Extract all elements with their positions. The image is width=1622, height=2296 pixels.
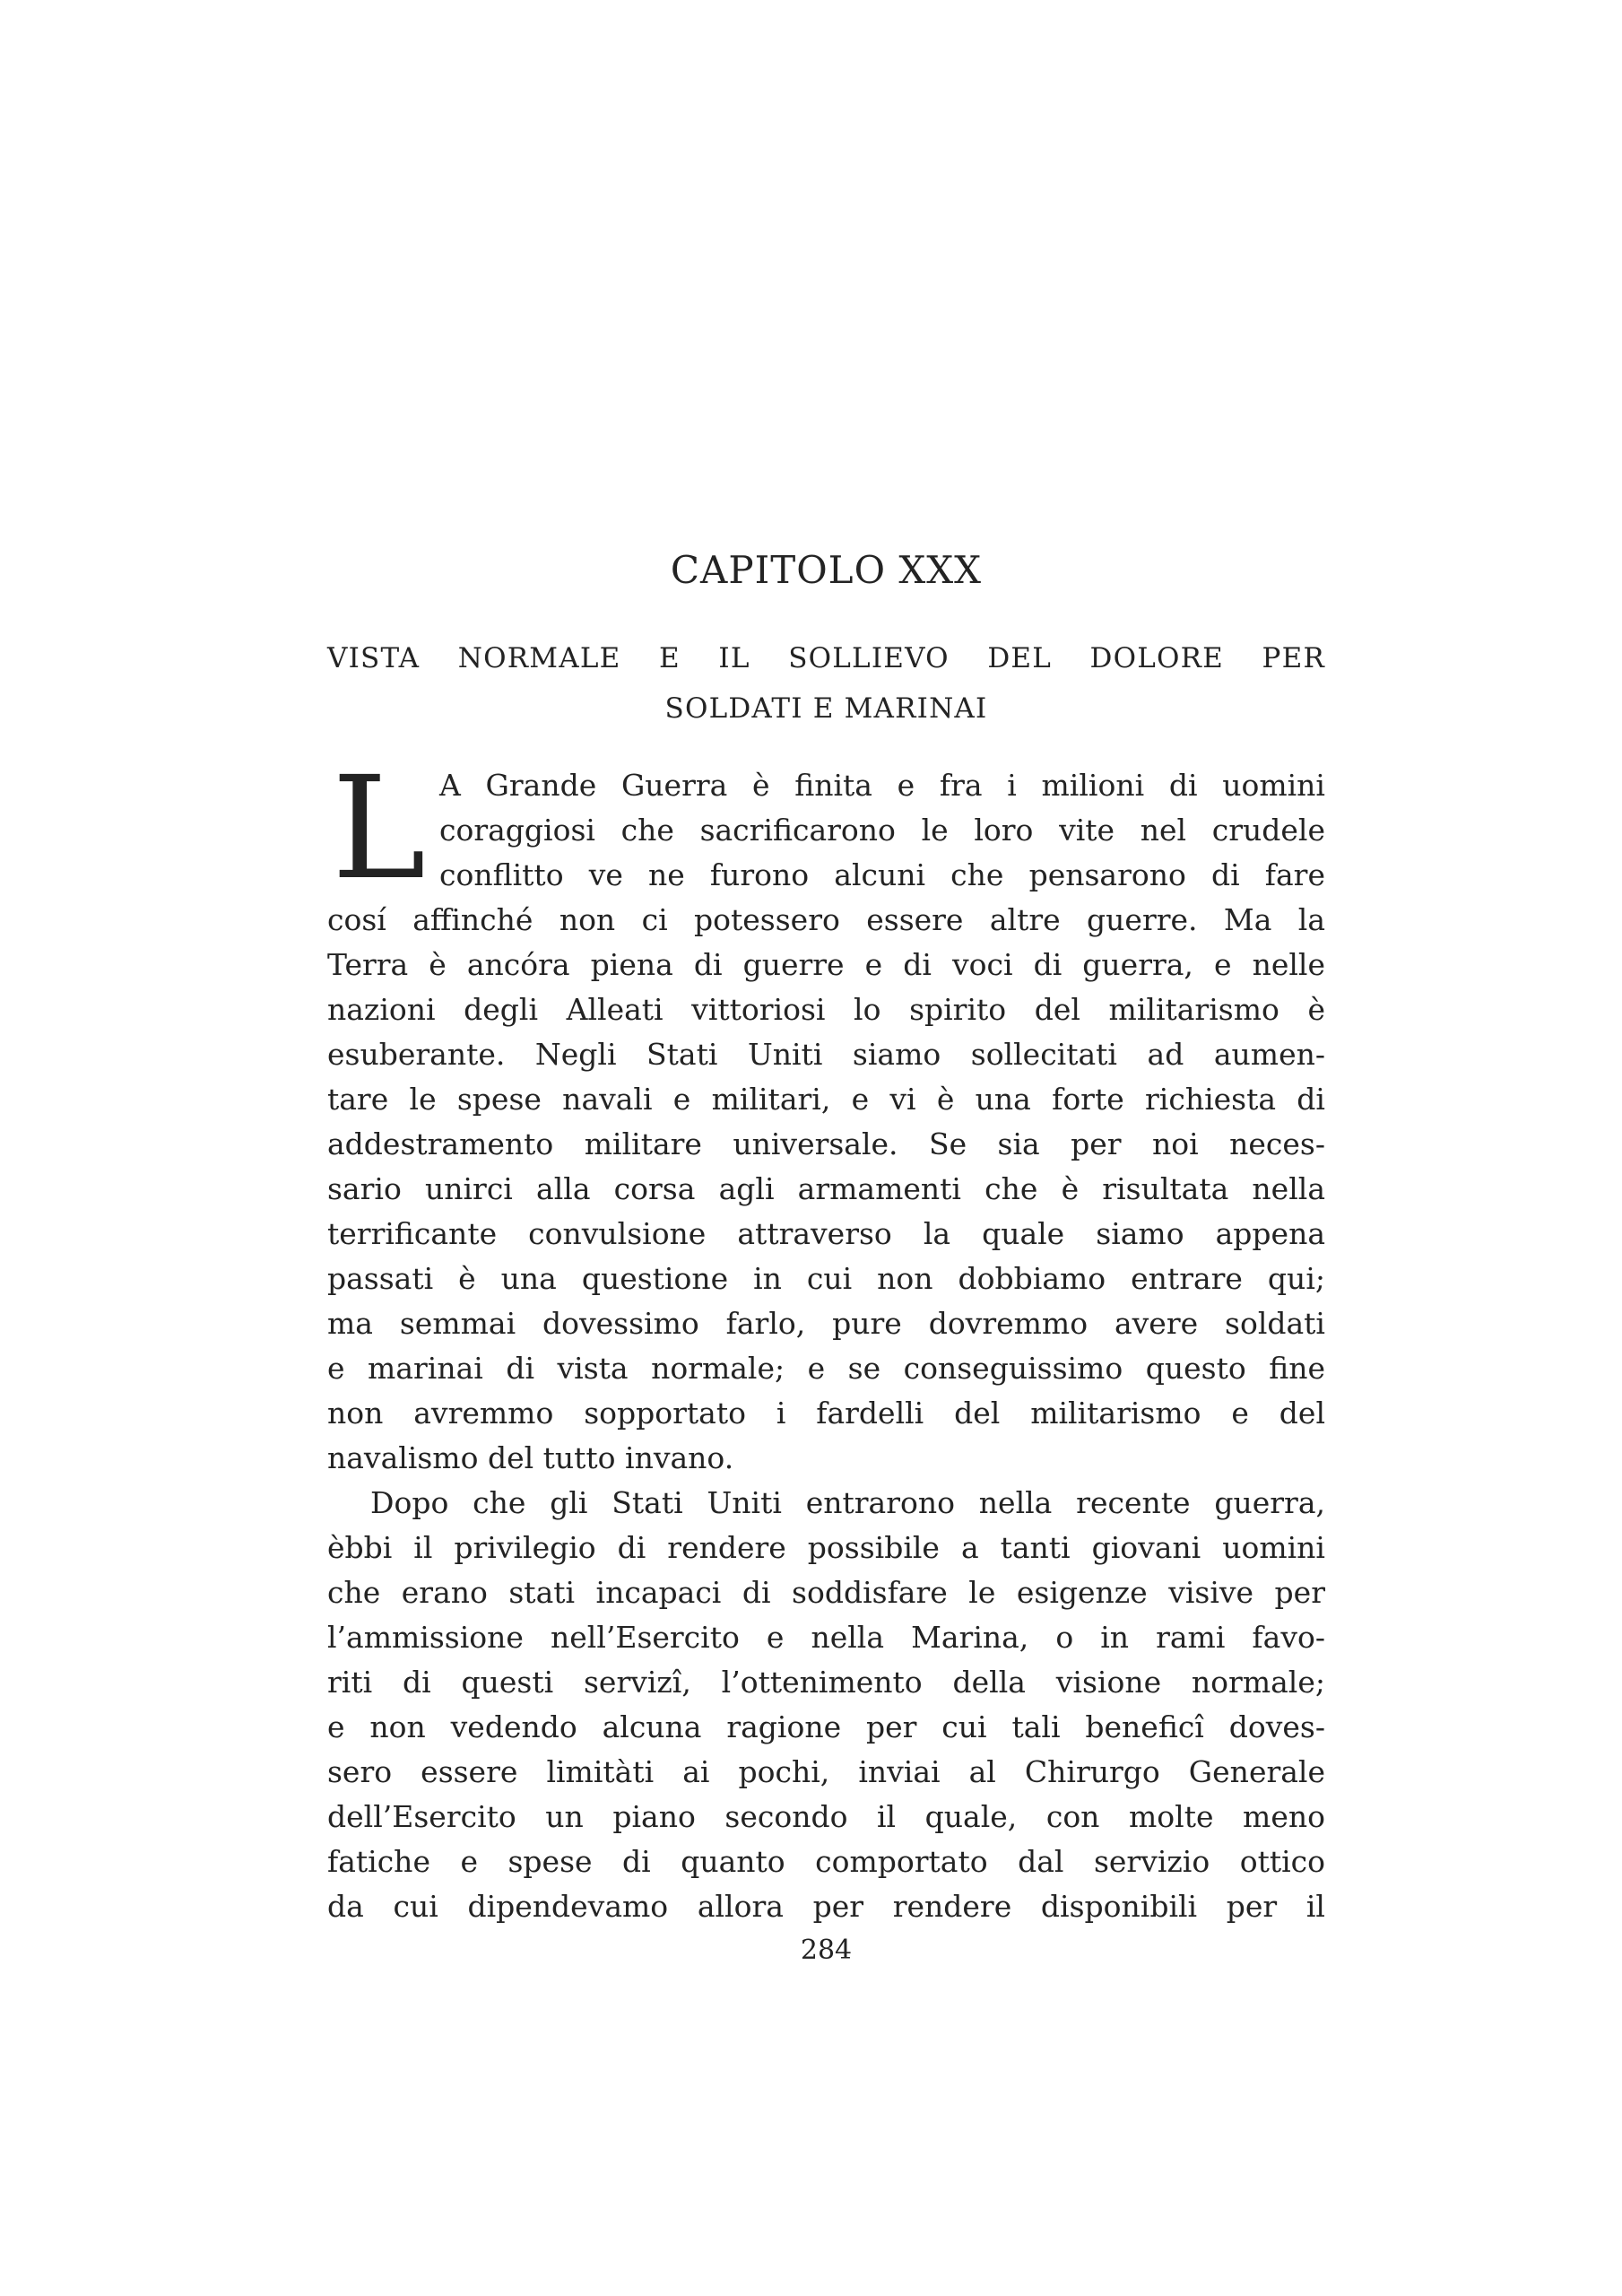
text-line: addestramento militare universale. Se sia per noi neces- [327, 1126, 1325, 1161]
text-line: tare le spese navali e militari, e vi è una forte richiesta di [327, 1082, 1325, 1117]
text-line: Terra è ancóra piena di guerre e di voci di guerra, e nelle [327, 947, 1325, 982]
text-line: sario unirci alla corsa agli armamenti che è risultata nella [327, 1171, 1325, 1206]
text-line: e non vedendo alcuna ragione per cui tali beneficî doves- [327, 1709, 1325, 1744]
text-line: passati è una questione in cui non dobbiamo entrare qui; [327, 1261, 1325, 1296]
paragraph-2 [327, 1481, 1325, 1929]
text-line: cosí affinché non ci potessero essere altre guerre. Ma la [327, 902, 1325, 937]
text-line: fatiche e spese di quanto comportato dal servizio ottico [327, 1844, 1325, 1879]
text-line: l’ammissione nell’Esercito e nella Marina, o in rami favo- [327, 1620, 1325, 1655]
text-line: terrificante convulsione attraverso la quale siamo appena [327, 1216, 1325, 1251]
chapter-title: CAPITOLO XXX [670, 548, 983, 592]
text-line: conflitto ve ne furono alcuni che pensarono di fare [439, 857, 1325, 892]
drop-cap: L [332, 746, 426, 911]
paragraph-1 [327, 763, 1325, 1481]
page-number: 284 [800, 1935, 853, 1966]
text-line: non avremmo sopportato i fardelli del militarismo e del [327, 1396, 1325, 1431]
text-line: esuberante. Negli Stati Uniti siamo sollecitati ad aumen- [327, 1037, 1325, 1072]
text-line: e marinai di vista normale; e se conseguissimo questo fine [327, 1351, 1325, 1386]
text-line: èbbi il privilegio di rendere possibile a tanti giovani uomini [327, 1530, 1325, 1565]
text-line: ma semmai dovessimo farlo, pure dovremmo avere soldati [327, 1306, 1325, 1341]
chapter-subtitle [327, 639, 1325, 739]
text-line: nazioni degli Alleati vittoriosi lo spirito del militarismo è [327, 992, 1325, 1027]
text-line: da cui dipendevamo allora per rendere disponibili per il [327, 1889, 1325, 1924]
text-line: dell’Esercito un piano secondo il quale, con molte meno [327, 1799, 1325, 1834]
text-line: che erano stati incapaci di soddisfare le esigenze visive per [327, 1575, 1325, 1610]
text-line: Dopo che gli Stati Uniti entrarono nella recente guerra, [370, 1485, 1325, 1520]
chapter-subtitle-line: SOLDATI E MARINAI [664, 692, 988, 725]
text-line: coraggiosi che sacrificarono le loro vite nel crudele [439, 813, 1325, 848]
text-line: navalismo del tutto invano. [327, 1440, 734, 1475]
text-line: A Grande Guerra è finita e fra i milioni di uomini [439, 768, 1325, 803]
chapter-subtitle-line: VISTA NORMALE E IL SOLLIEVO DEL DOLORE PER [327, 642, 1325, 674]
text-line: riti di questi servizî, l’ottenimento della visione normale; [327, 1665, 1325, 1700]
body-text [327, 746, 1325, 1929]
text-line: sero essere limitàti ai pochi, inviai al Chirurgo Generale [327, 1754, 1325, 1789]
